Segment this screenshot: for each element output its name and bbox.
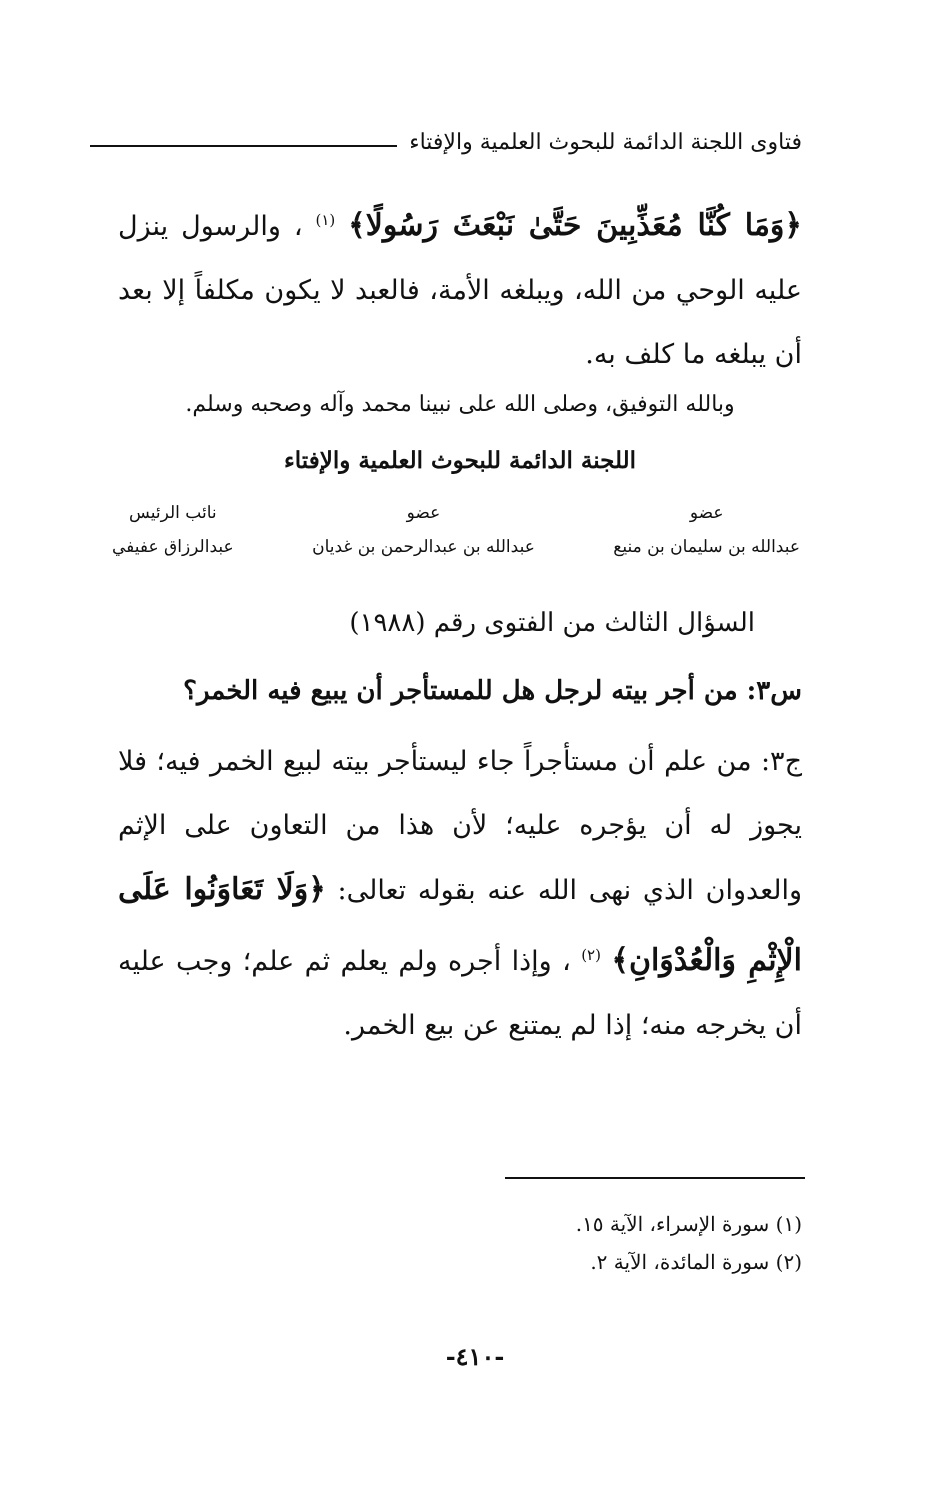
footnote-ref-1: (١) [315,211,336,229]
committee-name: اللجنة الدائمة للبحوث العلمية والإفتاء [283,447,637,474]
paragraph-1 [118,188,802,387]
question-text: س٣: من أجر بيته لرجل هل للمستأجر أن يبيع فيه الخمر؟ [183,676,802,706]
footnotes [576,1205,802,1281]
page-number: -٤١٠- [445,1342,505,1371]
answer-text-2: ، وإذا أجره ولم يعلم ثم علم؛ وجب عليه أن يخرجه منه؛ إذا لم يمتنع عن بيع الخمر. [118,946,802,1041]
signature-name: عبدالله بن عبدالرحمن بن غديان [312,537,535,557]
question-heading: السؤال الثالث من الفتوى رقم (١٩٨٨) [349,608,755,638]
signatures-block [112,503,800,557]
footnote-1: (١) سورة الإسراء، الآية ١٥. [575,1212,802,1236]
footnote-2: (٢) سورة المائدة، الآية ٢. [590,1250,802,1274]
answer-paragraph [118,730,802,1058]
answer-text-1: ج٣: من علم أن مستأجراً جاء ليستأجر بيته لبيع الخمر فيه؛ فلا يجوز له أن يؤجره عليه؛ لأن هذا من التعاون على الإثم والعدوان الذي نهى الله عنه بقوله تعالى: [118,746,802,906]
signature-role: عضو [689,503,724,523]
quran-verse-2: ﴿وَلَا تَعَاوَنُوا عَلَى الْإِثْمِ وَالْعُدْوَانِ﴾ [118,872,802,978]
header-rule [90,145,397,147]
closing-line: وبالله التوفيق، وصلى الله على نبينا محمد وآله وصحبه وسلم. [185,392,735,417]
signature-name: عبدالرزاق عفيفي [112,537,234,557]
signature-3 [112,503,234,557]
quran-verse-1: ﴿وَمَا كُنَّا مُعَذِّبِينَ حَتَّىٰ نَبْعَثَ رَسُولًا﴾ [348,208,802,243]
footnote-rule [505,1177,805,1179]
signature-2 [312,503,535,557]
signature-role: عضو [406,503,441,523]
running-header [90,122,802,162]
signature-name: عبدالله بن سليمان بن منيع [613,537,800,557]
signature-role: نائب الرئيس [129,503,217,523]
paragraph-1-text: ، والرسول ينزل عليه الوحي من الله، ويبلغه الأمة، فالعبد لا يكون مكلفاً إلا بعد أن يبلغه ما كلف به. [118,211,802,370]
running-title: فتاوى اللجنة الدائمة للبحوث العلمية والإفتاء [409,129,802,155]
footnote-ref-2: (٢) [581,946,601,964]
signature-1 [613,503,800,557]
